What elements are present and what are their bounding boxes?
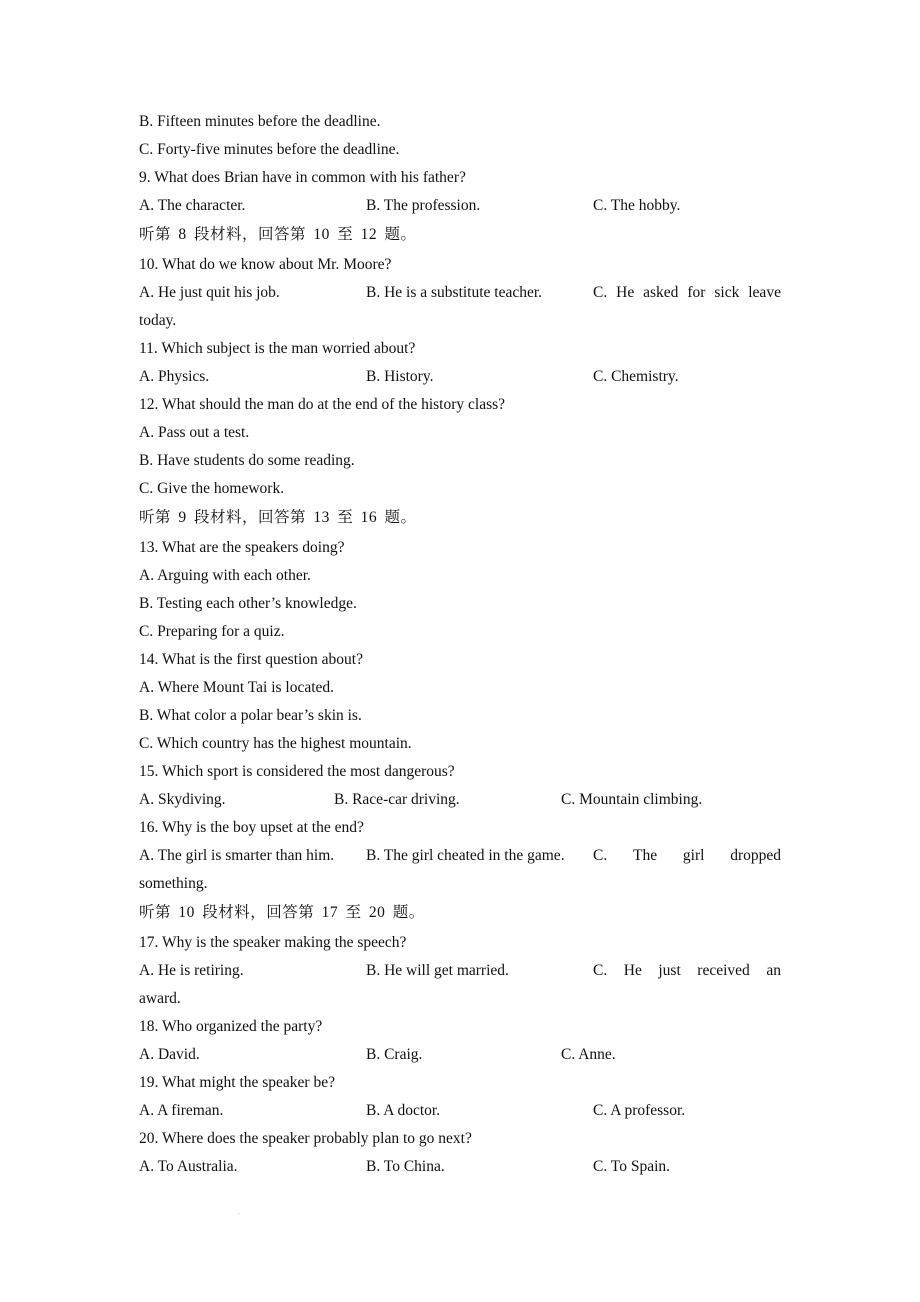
option-c: C. The hobby.: [593, 197, 681, 214]
question-12: 12. What should the man do at the end of the history class?: [139, 396, 506, 413]
option-c: [593, 842, 781, 870]
option-b: B. He is a substitute teacher.: [366, 284, 543, 301]
option-c: C. A professor.: [593, 1102, 686, 1119]
question-10: 10. What do we know about Mr. Moore?: [139, 256, 392, 273]
question-13: 13. What are the speakers doing?: [139, 539, 345, 556]
option-a: A. He is retiring.: [139, 962, 244, 979]
section-heading-8: 听第 8 段材料，回答第 10 至 12 题。: [139, 226, 417, 243]
option-c-word: an: [766, 962, 781, 979]
option-c-word: He: [616, 284, 635, 301]
option-b: B. Have students do some reading.: [139, 452, 355, 469]
option-c-word: C.: [593, 962, 608, 979]
section-heading-10: 听第 10 段材料，回答第 17 至 20 题。: [139, 904, 425, 921]
question-10-options: [139, 279, 781, 307]
question-20: 20. Where does the speaker probably plan to go next?: [139, 1130, 472, 1147]
option-a: A. Where Mount Tai is located.: [139, 679, 335, 696]
option-c-word: asked: [643, 284, 679, 301]
option-c-word: The: [633, 847, 658, 864]
option-c: C. Give the homework.: [139, 480, 285, 497]
option-a: A. Skydiving.: [139, 791, 226, 808]
option-c-word: received: [697, 962, 750, 979]
option-c-word: sick: [714, 284, 740, 301]
option-c: C. Which country has the highest mountain.: [139, 735, 412, 752]
question-18-options: [139, 1041, 781, 1069]
question-17-options: [139, 957, 781, 985]
option-c: C. Preparing for a quiz.: [139, 623, 285, 640]
option-b: B. Craig.: [366, 1046, 423, 1063]
question-15: 15. Which sport is considered the most dangerous?: [139, 763, 455, 780]
option-c-word: dropped: [730, 847, 781, 864]
option-c-word: for: [687, 284, 706, 301]
question-16-options: [139, 842, 781, 870]
option-b: B. To China.: [366, 1158, 445, 1175]
option-a: A. Physics.: [139, 368, 210, 385]
option-c-word: leave: [748, 284, 781, 301]
question-17: 17. Why is the speaker making the speech?: [139, 934, 407, 951]
option-b: B. He will get married.: [366, 962, 509, 979]
option-a: A. To Australia.: [139, 1158, 238, 1175]
option-c: C. To Spain.: [593, 1158, 671, 1175]
option-c-word: girl: [682, 847, 705, 864]
option-a: A. The character.: [139, 197, 246, 214]
option-c-word: C.: [593, 847, 608, 864]
question-14: 14. What is the first question about?: [139, 651, 363, 668]
option-a: A. Pass out a test.: [139, 424, 250, 441]
question-9-options: [139, 192, 781, 220]
question-18: 18. Who organized the party?: [139, 1018, 323, 1035]
option-b: B. The profession.: [366, 197, 481, 214]
option-b: B. Testing each other’s knowledge.: [139, 595, 357, 612]
exam-page: [139, 108, 781, 1181]
question-15-options: [139, 786, 781, 814]
option-c: C. Chemistry.: [593, 368, 679, 385]
option-c-continuation: something.: [139, 875, 208, 892]
option-b: B. Race-car driving.: [334, 791, 460, 808]
option-c: C. Mountain climbing.: [561, 791, 703, 808]
option-b: B. The girl cheated in the game.: [366, 847, 565, 864]
question-20-options: [139, 1153, 781, 1181]
option-c: C. Anne.: [561, 1046, 616, 1063]
q8-option-c: C. Forty-five minutes before the deadline.: [139, 141, 400, 158]
q8-option-b: B. Fifteen minutes before the deadline.: [139, 113, 381, 130]
option-a: A. A fireman.: [139, 1102, 224, 1119]
option-a: A. David.: [139, 1046, 200, 1063]
option-b: B. A doctor.: [366, 1102, 441, 1119]
option-a: A. Arguing with each other.: [139, 567, 311, 584]
option-c: [593, 957, 781, 985]
option-c: [593, 279, 781, 307]
question-19: 19. What might the speaker be?: [139, 1074, 335, 1091]
option-a: A. He just quit his job.: [139, 284, 280, 301]
question-9: 9. What does Brian have in common with his father?: [139, 169, 466, 186]
option-c-continuation: award.: [139, 990, 181, 1007]
option-c-continuation: today.: [139, 312, 177, 329]
question-16: 16. Why is the boy upset at the end?: [139, 819, 364, 836]
option-c-word: He: [623, 962, 642, 979]
question-19-options: [139, 1097, 781, 1125]
section-heading-9: 听第 9 段材料，回答第 13 至 16 题。: [139, 509, 417, 526]
option-c-word: just: [658, 962, 681, 979]
question-11-options: [139, 363, 781, 391]
option-b: B. What color a polar bear’s skin is.: [139, 707, 362, 724]
stray-mark: [238, 1213, 239, 1214]
option-a: A. The girl is smarter than him.: [139, 847, 335, 864]
option-b: B. History.: [366, 368, 434, 385]
question-11: 11. Which subject is the man worried about?: [139, 340, 416, 357]
option-c-word: C.: [593, 284, 608, 301]
